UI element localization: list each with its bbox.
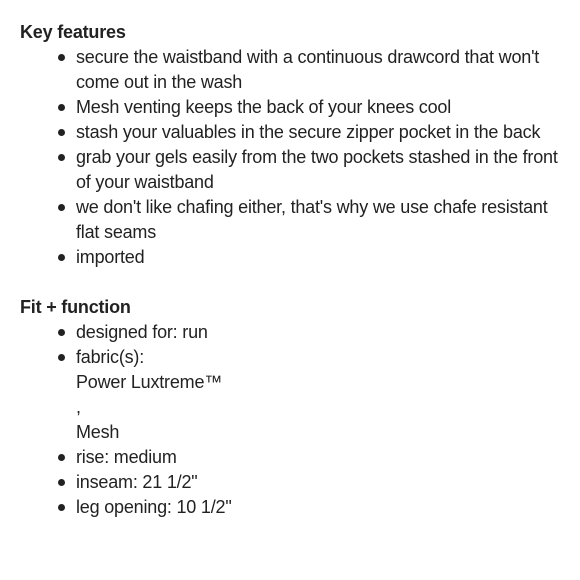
key-features-section	[20, 20, 570, 270]
list-item-inseam: inseam: 21 1/2"	[76, 470, 570, 495]
list-item-designed-for: designed for: run	[76, 320, 570, 345]
list-item: secure the waistband with a continuous drawcord that won't come out in the wash	[76, 45, 570, 95]
fabric-1: Power Luxtreme™	[76, 372, 223, 392]
list-item: we don't like chafing either, that's why we use chafe resistant flat seams	[76, 195, 570, 245]
list-item-rise: rise: medium	[76, 445, 570, 470]
fit-function-list	[20, 320, 570, 520]
fabric-separator: ,	[76, 397, 81, 417]
key-features-list	[20, 45, 570, 270]
list-item-leg-opening: leg opening: 10 1/2"	[76, 495, 570, 520]
list-item: stash your valuables in the secure zipper pocket in the back	[76, 120, 570, 145]
fit-function-heading: Fit + function	[20, 297, 131, 317]
list-item: imported	[76, 245, 570, 270]
list-item: grab your gels easily from the two pockets stashed in the front of your waistband	[76, 145, 570, 195]
fabric-2: Mesh	[76, 422, 120, 442]
key-features-heading: Key features	[20, 22, 126, 42]
fit-function-section	[20, 295, 570, 520]
fabrics-label: fabric(s):	[76, 347, 145, 367]
list-item: Mesh venting keeps the back of your knees cool	[76, 95, 570, 120]
list-item-fabrics	[76, 345, 570, 445]
